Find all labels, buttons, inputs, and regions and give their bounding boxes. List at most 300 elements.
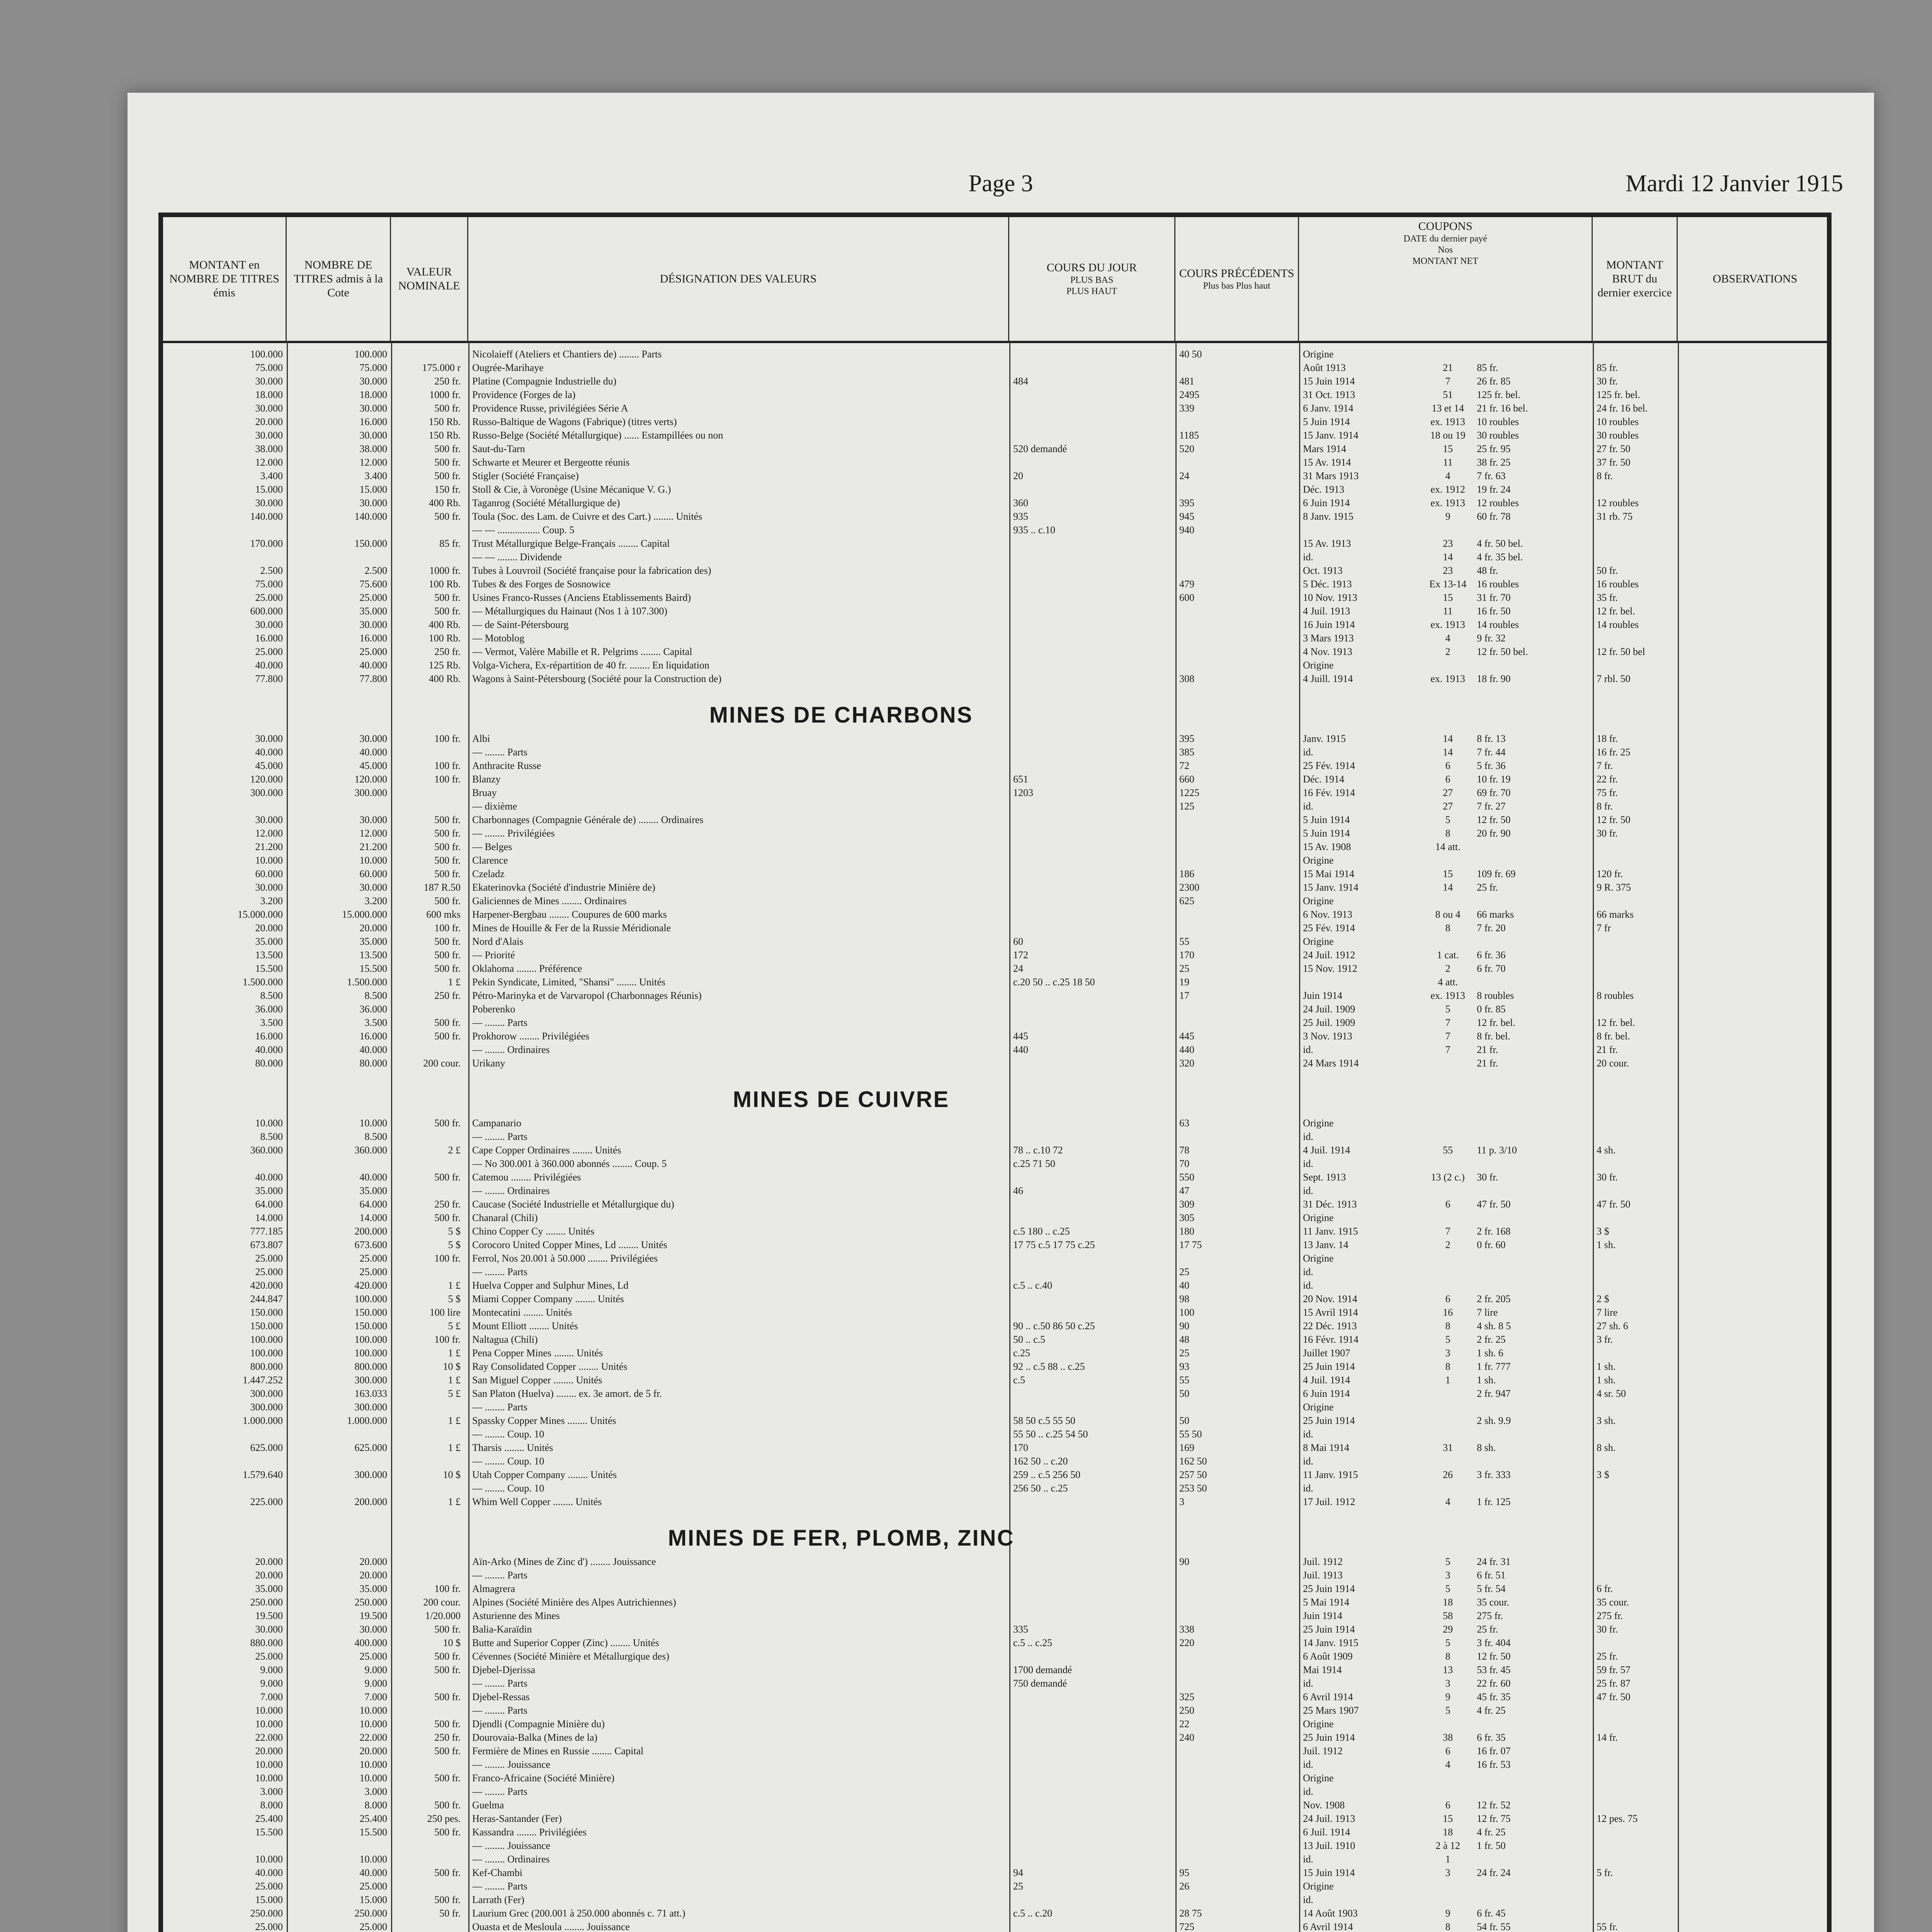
table-row (163, 497, 1827, 509)
table-row (163, 1280, 1827, 1291)
montant-brut-cell: 30 roubles (1597, 430, 1639, 441)
valeur-cell: 10 $ (443, 1469, 461, 1480)
cours-jour-cell: 55 50 .. c.25 54 50 (1013, 1429, 1088, 1440)
designation-cell: Utah Copper Company ........ Unités (472, 1469, 617, 1480)
coupon-date-cell: 5 Déc. 1913 (1303, 578, 1352, 590)
table-row (163, 1374, 1827, 1386)
montant-net-cell: 12 roubles (1477, 497, 1519, 509)
column-headers (163, 217, 1827, 343)
cours-jour-cell: 172 (1013, 949, 1028, 961)
coupon-date-cell: Origine (1303, 895, 1334, 906)
table-row (163, 1597, 1827, 1608)
cours-precedents-cell: 2495 (1179, 389, 1199, 400)
valeur-cell: 1000 fr. (429, 389, 461, 400)
table-row (163, 1158, 1827, 1170)
montant-cell: 7.000 (260, 1691, 283, 1702)
cours-jour-cell: c.5 .. c.20 (1013, 1908, 1053, 1919)
cours-jour-cell: 78 .. c.10 72 (1013, 1145, 1063, 1156)
table-row (163, 1718, 1827, 1730)
designation-cell: Nicolaieff (Ateliers et Chantiers de) ........ Parts (472, 349, 662, 360)
valeur-cell: 100 Rb. (429, 578, 461, 590)
montant-net-cell: 16 fr. 50 (1477, 605, 1511, 617)
table-row (163, 1678, 1827, 1689)
nombre-cell: 75.000 (359, 362, 387, 373)
cours-precedents-cell: 24 (1179, 470, 1189, 481)
coupon-date-cell: id. (1303, 1266, 1313, 1277)
coupon-no-cell: 13 et 14 (1432, 403, 1464, 414)
montant-cell: 40.000 (255, 1867, 283, 1878)
coupon-date-cell: 5 Juin 1914 (1303, 828, 1350, 839)
montant-net-cell: 9 fr. 32 (1477, 633, 1506, 644)
table-row (163, 1347, 1827, 1359)
montant-net-cell: 26 fr. 85 (1477, 376, 1511, 387)
nombre-cell: 300.000 (354, 1401, 387, 1413)
montant-net-cell: 54 fr. 55 (1477, 1921, 1511, 1932)
coupon-date-cell: Déc. 1914 (1303, 774, 1344, 785)
table-row (163, 747, 1827, 758)
designation-cell: Montecatini ........ Unités (472, 1307, 572, 1318)
table-row (163, 1226, 1827, 1237)
montant-cell: 75.000 (255, 362, 283, 373)
cours-precedents-cell: 72 (1179, 760, 1189, 771)
montant-net-cell: 125 fr. bel. (1477, 389, 1520, 400)
cours-precedents-cell: 22 (1179, 1718, 1189, 1730)
valeur-cell: 200 cour. (423, 1058, 461, 1069)
table-row (163, 511, 1827, 522)
coupon-date-cell: id. (1303, 801, 1313, 812)
cours-precedents-cell: 78 (1179, 1145, 1189, 1156)
montant-cell: 64.000 (255, 1199, 283, 1210)
designation-cell: Usines Franco-Russes (Anciens Etablissements Baird) (472, 592, 691, 603)
table-row (163, 1908, 1827, 1919)
nombre-cell: 100.000 (354, 1293, 387, 1304)
coupons-label: COUPONS (1418, 220, 1473, 233)
table-row (163, 1058, 1827, 1069)
table-row (163, 1401, 1827, 1413)
coupon-no-cell: 27 (1443, 801, 1453, 812)
nombre-cell: 400.000 (354, 1637, 387, 1648)
nombre-cell: 30.000 (359, 814, 387, 825)
valeur-cell: 1 £ (448, 1496, 461, 1507)
montant-net-cell: 7 lire (1477, 1307, 1498, 1318)
montant-brut-cell: 8 fr. bel. (1597, 1031, 1630, 1042)
designation-cell: Volga-Vichera, Ex-répartition de 40 fr. ........ En liquidation (472, 660, 709, 671)
coupon-date-cell: 6 Juil. 1914 (1303, 1827, 1350, 1838)
montant-net-cell: 6 fr. 70 (1477, 963, 1506, 974)
designation-cell: — Métallurgiques du Hainaut (Nos 1 à 107.300) (472, 605, 667, 617)
coupon-no-cell: 8 (1445, 1320, 1451, 1332)
coupon-no-cell: 5 (1445, 1637, 1451, 1648)
coupon-date-cell: Origine (1303, 1117, 1334, 1129)
coupon-no-cell: 13 (1443, 1664, 1453, 1675)
date-dernier-label: DATE du dernier payé (1403, 234, 1487, 244)
nombre-cell: 8.500 (364, 990, 387, 1001)
table-row (163, 1334, 1827, 1345)
cours-jour-label: COURS DU JOUR (1046, 261, 1137, 274)
table-row (163, 1570, 1827, 1581)
coupon-date-cell: 4 Juil. 1914 (1303, 1374, 1350, 1386)
montant-net-cell: 16 fr. 53 (1477, 1759, 1511, 1770)
montant-brut-cell: 31 rb. 75 (1597, 511, 1633, 522)
nombre-cell: 22.000 (359, 1732, 387, 1743)
designation-cell: Czeladz (472, 868, 505, 879)
coupon-date-cell: 4 Nov. 1913 (1303, 646, 1352, 657)
valeur-cell: 500 fr. (434, 592, 461, 603)
montant-cell: 150.000 (250, 1307, 283, 1318)
montant-cell: 420.000 (250, 1280, 283, 1291)
coupon-date-cell: 10 Nov. 1913 (1303, 592, 1357, 603)
table-row (163, 814, 1827, 826)
montant-net-cell: 1 fr. 777 (1477, 1361, 1511, 1372)
table-row (163, 990, 1827, 1002)
designation-cell: — — ........ Dividende (472, 551, 562, 563)
table-row (163, 1664, 1827, 1676)
table-row (163, 774, 1827, 785)
montant-net-cell: 18 fr. 90 (1477, 673, 1511, 684)
designation-cell: — Vermot, Valère Mabille et R. Pelgrims ........ Capital (472, 646, 692, 657)
cours-precedents-cell: 55 (1179, 1374, 1189, 1386)
montant-net-cell: 12 fr. 52 (1477, 1799, 1511, 1811)
coupon-no-cell: ex. 1913 (1430, 673, 1465, 684)
montant-net-cell: 4 fr. 25 (1477, 1705, 1506, 1716)
designation-cell: Urikany (472, 1058, 505, 1069)
coupon-no-cell: 3 (1445, 1678, 1451, 1689)
nombre-cell: 10.000 (359, 1772, 387, 1784)
cours-precedents-cell: 338 (1179, 1624, 1194, 1635)
nombre-cell: 10.000 (359, 1718, 387, 1730)
montant-cell: 600.000 (250, 605, 283, 617)
coupon-date-cell: Janv. 1915 (1303, 733, 1346, 744)
coupon-date-cell: Juin 1914 (1303, 1610, 1342, 1621)
cours-precedents-cell: 47 (1179, 1185, 1189, 1196)
designation-cell: Djebel-Ressas (472, 1691, 530, 1702)
valeur-cell: 500 fr. (434, 1799, 461, 1811)
designation-cell: Saut-du-Tarn (472, 443, 525, 454)
montant-net-cell: 5 fr. 54 (1477, 1583, 1506, 1594)
table-row (163, 1786, 1827, 1798)
coupon-date-cell: 31 Oct. 1913 (1303, 389, 1355, 400)
designation-cell: Chanaral (Chili) (472, 1212, 538, 1223)
nombre-cell: 25.400 (359, 1813, 387, 1824)
coupon-date-cell: Août 1913 (1303, 362, 1346, 373)
nombre-cell: 25.000 (359, 1921, 387, 1932)
nombre-cell: 35.000 (359, 1185, 387, 1196)
nombre-cell: 16.000 (359, 1031, 387, 1042)
valeur-cell: 500 fr. (434, 470, 461, 481)
coupon-date-cell: Origine (1303, 1772, 1334, 1784)
montant-net-cell: 20 fr. 90 (1477, 828, 1511, 839)
coupon-date-cell: 4 Juil. 1913 (1303, 605, 1350, 617)
cours-prec-label: COURS PRÉCÉDENTS (1179, 267, 1294, 280)
designation-cell: Galiciennes de Mines ........ Ordinaires (472, 895, 627, 906)
montant-cell: 8.000 (260, 1799, 283, 1811)
coupon-date-cell: 15 Nov. 1912 (1303, 963, 1357, 974)
nombre-cell: 163.033 (354, 1388, 387, 1399)
nombre-cell: 25.000 (359, 1651, 387, 1662)
table-row (163, 760, 1827, 772)
table-row (163, 1003, 1827, 1015)
coupon-no-cell: Ex 13-14 (1429, 578, 1467, 590)
montant-net-cell: 2 fr. 205 (1477, 1293, 1511, 1304)
table-row (163, 1496, 1827, 1508)
montant-cell: 10.000 (255, 855, 283, 866)
designation-cell: — ........ Jouissance (472, 1759, 551, 1770)
montant-cell: 15.000.000 (238, 909, 283, 920)
table-row (163, 855, 1827, 866)
table-row (163, 909, 1827, 920)
coupon-no-cell: 9 (1445, 1691, 1451, 1702)
cours-precedents-cell: 308 (1179, 673, 1194, 684)
nombre-cell: 7.000 (364, 1691, 387, 1702)
montant-net-cell: 12 fr. 75 (1477, 1813, 1511, 1824)
cours-jour-cell: 935 .. c.10 (1013, 524, 1056, 536)
montant-net-cell: 1 sh. 6 (1477, 1347, 1503, 1359)
montant-net-cell: 12 fr. 50 (1477, 1651, 1511, 1662)
cours-jour-cell: 360 (1013, 497, 1028, 509)
col-designation: DÉSIGNATION DES VALEURS (468, 217, 1009, 341)
montant-brut-cell: 6 fr. (1597, 1583, 1613, 1594)
coupon-date-cell: id. (1303, 1429, 1313, 1440)
montant-cell: 20.000 (255, 922, 283, 934)
designation-cell: Guelma (472, 1799, 504, 1811)
table-row (163, 1813, 1827, 1825)
montant-net-cell: 8 fr. 13 (1477, 733, 1506, 744)
designation-cell: — ........ Coup. 10 (472, 1456, 544, 1467)
coupon-no-cell: 4 (1445, 633, 1451, 644)
valeur-cell: 1 £ (448, 1415, 461, 1426)
cours-precedents-cell: 1225 (1179, 787, 1199, 798)
valeur-cell: 500 fr. (434, 1031, 461, 1042)
montant-brut-cell: 30 fr. (1597, 376, 1618, 387)
coupon-date-cell: 15 Juin 1914 (1303, 1867, 1355, 1878)
coupon-date-cell: Origine (1303, 1253, 1334, 1264)
coupon-date-cell: 15 Av. 1913 (1303, 538, 1351, 549)
cours-precedents-cell: 90 (1179, 1320, 1189, 1332)
designation-cell: Pekin Syndicate, Limited, "Shansi" ........ Unités (472, 976, 666, 988)
montant-brut-cell: 16 fr. 25 (1597, 747, 1631, 758)
nombre-cell: 35.000 (359, 936, 387, 947)
table-row (163, 1637, 1827, 1649)
table-row (163, 457, 1827, 468)
valeur-cell: 250 fr. (434, 646, 461, 657)
montant-brut-cell: 35 cour. (1597, 1597, 1629, 1608)
coupon-no-cell: 7 (1445, 376, 1451, 387)
valeur-cell: 100 Rb. (429, 633, 461, 644)
cours-precedents-cell: 479 (1179, 578, 1194, 590)
table-row (163, 1583, 1827, 1595)
montant-brut-cell: 14 fr. (1597, 1732, 1618, 1743)
valeur-cell: 1 £ (448, 1442, 461, 1453)
cours-precedents-cell: 940 (1179, 524, 1194, 536)
designation-cell: Whim Well Copper ........ Unités (472, 1496, 602, 1507)
nombre-cell: 77.800 (359, 673, 387, 684)
cours-precedents-cell: 257 50 (1179, 1469, 1207, 1480)
montant-brut-cell: 3 $ (1597, 1469, 1609, 1480)
nombre-cell: 1.500.000 (347, 976, 387, 988)
coupon-date-cell: 31 Déc. 1913 (1303, 1199, 1357, 1210)
coupon-date-cell: Juil. 1912 (1303, 1556, 1343, 1567)
designation-cell: Larrath (Fer) (472, 1894, 524, 1905)
designation-cell: San Platon (Huelva) ........ ex. 3e amort. de 5 fr. (472, 1388, 662, 1399)
montant-brut-cell: 7 lire (1597, 1307, 1618, 1318)
cours-precedents-cell: 3 (1179, 1496, 1184, 1507)
montant-brut-cell: 25 fr. 87 (1597, 1678, 1631, 1689)
table-row (163, 1691, 1827, 1703)
designation-cell: Stigler (Société Française) (472, 470, 579, 481)
table-row (163, 1745, 1827, 1757)
montant-net-cell: 3 fr. 404 (1477, 1637, 1511, 1648)
coupon-no-cell: 1 (1445, 1374, 1451, 1386)
valeur-cell: 250 fr. (434, 1199, 461, 1210)
designation-cell: Nord d'Alais (472, 936, 524, 947)
montant-cell: 25.000 (255, 646, 283, 657)
coupon-no-cell: 8 ou 4 (1435, 909, 1461, 920)
designation-cell: Schwarte et Meurer et Bergeotte réunis (472, 457, 630, 468)
valeur-cell: 500 fr. (434, 1624, 461, 1635)
table-row (163, 895, 1827, 907)
montant-cell: 35.000 (255, 1185, 283, 1196)
designation-cell: Fermière de Mines en Russie ........ Capital (472, 1745, 644, 1757)
montant-brut-cell: 27 sh. 6 (1597, 1320, 1628, 1332)
designation-cell: — ........ Ordinaires (472, 1854, 550, 1865)
montant-cell: 75.000 (255, 578, 283, 590)
coupon-date-cell: 15 Juin 1914 (1303, 376, 1355, 387)
coupon-no-cell: 11 (1443, 457, 1453, 468)
cours-precedents-cell: 55 (1179, 936, 1189, 947)
designation-cell: Harpener-Bergbau ........ Coupures de 600 marks (472, 909, 667, 920)
coupon-date-cell: 5 Juin 1914 (1303, 814, 1350, 825)
plus-bas-label: PLUS BAS (1070, 275, 1114, 286)
designation-cell: Huelva Copper and Sulphur Mines, Ld (472, 1280, 629, 1291)
valeur-cell: 250 fr. (434, 376, 461, 387)
designation-cell: Ouasta et de Mesloula ........ Jouissance (472, 1921, 630, 1932)
designation-cell: — ........ Parts (472, 1786, 527, 1797)
montant-net-cell: 1 fr. 50 (1477, 1840, 1506, 1851)
nombre-cell: 30.000 (359, 403, 387, 414)
montant-cell: 30.000 (255, 403, 283, 414)
montant-brut-cell: 3 fr. (1597, 1334, 1613, 1345)
designation-cell: Wagons à Saint-Pétersbourg (Société pour la Construction de) (472, 673, 722, 684)
coupon-date-cell: id. (1303, 747, 1313, 758)
coupon-date-cell: 14 Janv. 1915 (1303, 1637, 1359, 1648)
nombre-cell: 19.500 (359, 1610, 387, 1621)
nombre-cell: 300.000 (354, 1469, 387, 1480)
valeur-cell: 500 fr. (434, 855, 461, 866)
designation-cell: Chino Copper Cy ........ Unités (472, 1226, 595, 1237)
coupon-date-cell: 17 Juil. 1912 (1303, 1496, 1355, 1507)
coupon-no-cell: 26 (1443, 1469, 1453, 1480)
montant-net-cell: 7 fr. 27 (1477, 801, 1506, 812)
cours-jour-cell: c.5 .. c.40 (1013, 1280, 1053, 1291)
cours-jour-cell: c.25 71 50 (1013, 1158, 1056, 1169)
coupon-no-cell: ex. 1913 (1430, 990, 1465, 1001)
coupon-date-cell: Juil. 1912 (1303, 1745, 1343, 1757)
coupon-date-cell: Origine (1303, 660, 1334, 671)
coupon-date-cell: Juillet 1907 (1303, 1347, 1350, 1359)
table-row (163, 1921, 1827, 1932)
montant-cell: 225.000 (250, 1496, 283, 1507)
cours-jour-cell: 1700 demandé (1013, 1664, 1072, 1675)
designation-cell: Charbonnages (Compagnie Générale de) ........ Ordinaires (472, 814, 704, 825)
table-row (163, 646, 1827, 658)
designation-cell: Russo-Belge (Société Métallurgique) ...... Estampillées ou non (472, 430, 723, 441)
montant-brut-cell: 275 fr. (1597, 1610, 1623, 1621)
coupon-date-cell: 24 Juil. 1912 (1303, 949, 1355, 961)
coupon-date-cell: Mai 1914 (1303, 1664, 1342, 1675)
cours-precedents-cell: 445 (1179, 1031, 1194, 1042)
montant-cell: 25.000 (255, 1881, 283, 1892)
montant-cell: 170.000 (250, 538, 283, 549)
valeur-cell: 500 fr. (434, 1894, 461, 1905)
designation-cell: Heras-Santander (Fer) (472, 1813, 562, 1824)
montant-brut-cell: 5 fr. (1597, 1867, 1613, 1878)
montant-brut-cell: 20 cour. (1597, 1058, 1629, 1069)
coupon-no-cell: 5 (1445, 1334, 1451, 1345)
designation-cell: Ekaterinovka (Société d'industrie Minière de) (472, 882, 655, 893)
cours-jour-cell: 20 (1013, 470, 1023, 481)
table-row (163, 633, 1827, 644)
designation-cell: Caucase (Société Industrielle et Métallurgique du) (472, 1199, 674, 1210)
valeur-cell: 5 $ (448, 1239, 461, 1250)
nombre-cell: 673.600 (354, 1239, 387, 1250)
cours-precedents-cell: 385 (1179, 747, 1194, 758)
valeur-cell: 1 £ (448, 1347, 461, 1359)
valeur-cell: 400 Rb. (429, 619, 461, 630)
montant-brut-cell: 35 fr. (1597, 592, 1618, 603)
montant-net-cell: 38 fr. 25 (1477, 457, 1511, 468)
valeur-cell: 100 fr. (434, 1253, 461, 1264)
valeur-cell: 175.000 r (422, 362, 461, 373)
table-row (163, 976, 1827, 988)
valeur-cell: 100 lire (429, 1307, 461, 1318)
page-date: Mardi 12 Janvier 1915 (1625, 170, 1843, 197)
coupon-no-cell: 14 att. (1435, 841, 1461, 852)
montant-brut-cell: 9 R. 375 (1597, 882, 1631, 893)
nombre-cell: 80.000 (359, 1058, 387, 1069)
montant-brut-cell: 10 roubles (1597, 416, 1639, 427)
cours-precedents-cell: 309 (1179, 1199, 1194, 1210)
cours-jour-cell: 24 (1013, 963, 1023, 974)
valeur-cell: 150 Rb. (429, 416, 461, 427)
coupon-date-cell: 15 Janv. 1914 (1303, 430, 1359, 441)
montant-cell: 77.800 (255, 673, 283, 684)
table-row (163, 1556, 1827, 1568)
montant-net-cell: 21 fr. 16 bel. (1477, 403, 1528, 414)
montant-cell: 3.200 (260, 895, 283, 906)
montant-brut-cell: 3 $ (1597, 1226, 1609, 1237)
montant-brut-cell: 85 fr. (1597, 362, 1618, 373)
coupon-no-cell: 6 (1445, 1799, 1451, 1811)
montant-net-cell: 25 fr. 95 (1477, 443, 1511, 454)
montant-cell: 8.500 (260, 990, 283, 1001)
montant-cell: 21.200 (255, 841, 283, 852)
montant-net-cell: 35 cour. (1477, 1597, 1509, 1608)
valeur-cell: 500 fr. (434, 1772, 461, 1784)
valeur-cell: 100 fr. (434, 1334, 461, 1345)
coupon-no-cell: 16 (1443, 1307, 1453, 1318)
coupon-no-cell: 31 (1443, 1442, 1453, 1453)
coupon-no-cell: 5 (1445, 1583, 1451, 1594)
nombre-cell: 40.000 (359, 1044, 387, 1055)
designation-cell: Providence (Forges de la) (472, 389, 576, 400)
cours-precedents-cell: 17 (1179, 990, 1189, 1001)
coupon-date-cell: id. (1303, 1786, 1313, 1797)
section-title: MINES DE CHARBONS (709, 702, 973, 728)
coupon-date-cell: 25 Juin 1914 (1303, 1732, 1355, 1743)
designation-cell: Naltagua (Chili) (472, 1334, 538, 1345)
montant-net-cell: 30 roubles (1477, 430, 1519, 441)
montant-net-cell: 0 fr. 85 (1477, 1003, 1506, 1015)
